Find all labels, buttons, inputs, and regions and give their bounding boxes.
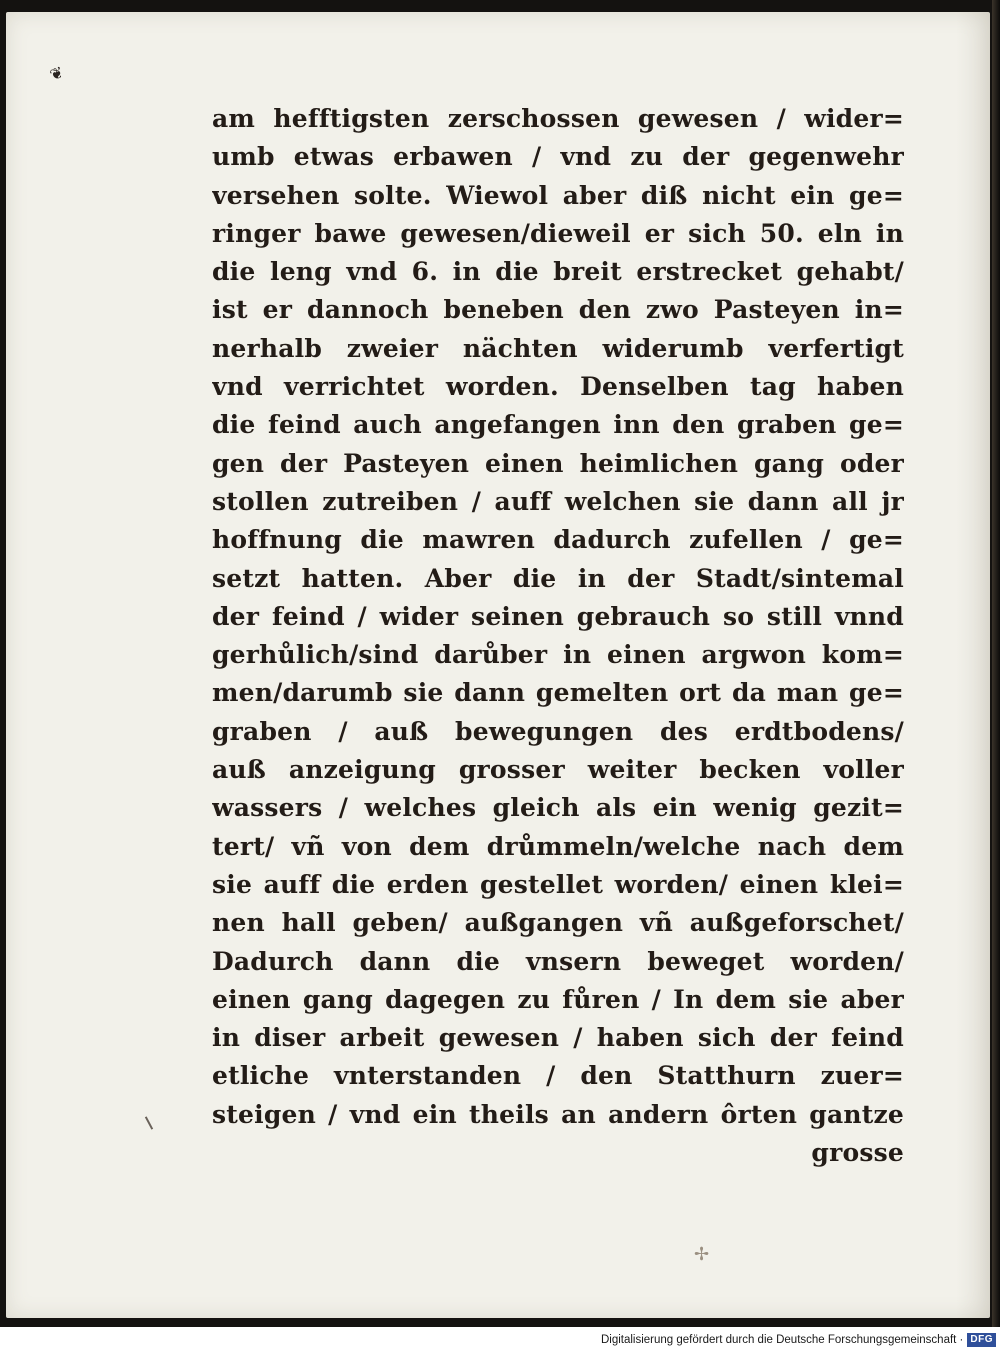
text-line: einen gang dagegen zu fůren / In dem sie aber bbox=[212, 984, 904, 1014]
text-line: vnd verrichtet worden. Denselben tag haben bbox=[212, 372, 904, 402]
footer-credit-text: Digitalisierung gefördert durch die Deutsche Forschungsgemeinschaft · bbox=[600, 1334, 964, 1346]
digitization-credit-footer bbox=[601, 1330, 996, 1350]
text-line: steigen / vnd ein theils an andern ôrten gantze bbox=[212, 1099, 904, 1129]
text-line: tert/ vñ von dem drůmmeln/welche nach dem bbox=[212, 831, 904, 861]
text-line: umb etwas erbawen / vnd zu der gegenwehr bbox=[212, 142, 904, 172]
text-line: graben / auß bewegungen des erdtbodens/ bbox=[212, 716, 904, 746]
text-line: auß anzeigung grosser weiter becken voller bbox=[212, 755, 904, 785]
text-line: ringer bawe gewesen/dieweil er sich 50. eln in bbox=[212, 218, 904, 248]
text-line: gerhůlich/sind darůber in einen argwon kom= bbox=[212, 640, 904, 670]
text-line: in diser arbeit gewesen / haben sich der feind bbox=[212, 1023, 904, 1053]
ornament-mark: ❦ bbox=[47, 62, 67, 85]
text-line: der feind / wider seinen gebrauch so still vnnd bbox=[212, 601, 904, 631]
text-line: setzt hatten. Aber die in der Stadt/sintemal bbox=[212, 563, 904, 593]
paper-speck: ✢ bbox=[694, 1244, 710, 1265]
text-line: gen der Pasteyen einen heimlichen gang oder bbox=[212, 448, 904, 478]
text-line: men/darumb sie dann gemelten ort da man ge= bbox=[212, 678, 904, 708]
book-page bbox=[6, 12, 990, 1318]
text-line: hoffnung die mawren dadurch zufellen / ge= bbox=[212, 525, 904, 555]
text-line: stollen zutreiben / auff welchen sie dann all jr bbox=[212, 486, 904, 516]
text-line: nerhalb zweier nächten widerumb verfertigt bbox=[212, 333, 904, 363]
catchword: grosse bbox=[811, 1138, 904, 1168]
text-line: versehen solte. Wiewol aber diß nicht ein ge= bbox=[212, 180, 904, 210]
dfg-logo: DFG bbox=[967, 1333, 996, 1347]
text-line: ist er dannoch beneben den zwo Pasteyen in= bbox=[212, 295, 904, 325]
text-line: am hefftigsten zerschossen gewesen / wider= bbox=[212, 104, 904, 133]
margin-mark bbox=[145, 1116, 153, 1129]
page-text-block bbox=[212, 100, 904, 1172]
text-line: sie auff die erden gestellet worden/ einen klei= bbox=[212, 869, 904, 899]
text-line: nen hall geben/ außgangen vñ außgeforschet/ bbox=[212, 908, 904, 938]
text-line: etliche vnterstanden / den Statthurn zuer= bbox=[212, 1061, 904, 1091]
text-line: die feind auch angefangen inn den graben ge= bbox=[212, 410, 904, 440]
text-line: Dadurch dann die vnsern beweget worden/ bbox=[212, 946, 904, 976]
text-line: wassers / welches gleich als ein wenig gezit= bbox=[212, 793, 904, 823]
text-line: die leng vnd 6. in die breit erstrecket gehabt/ bbox=[212, 257, 904, 287]
